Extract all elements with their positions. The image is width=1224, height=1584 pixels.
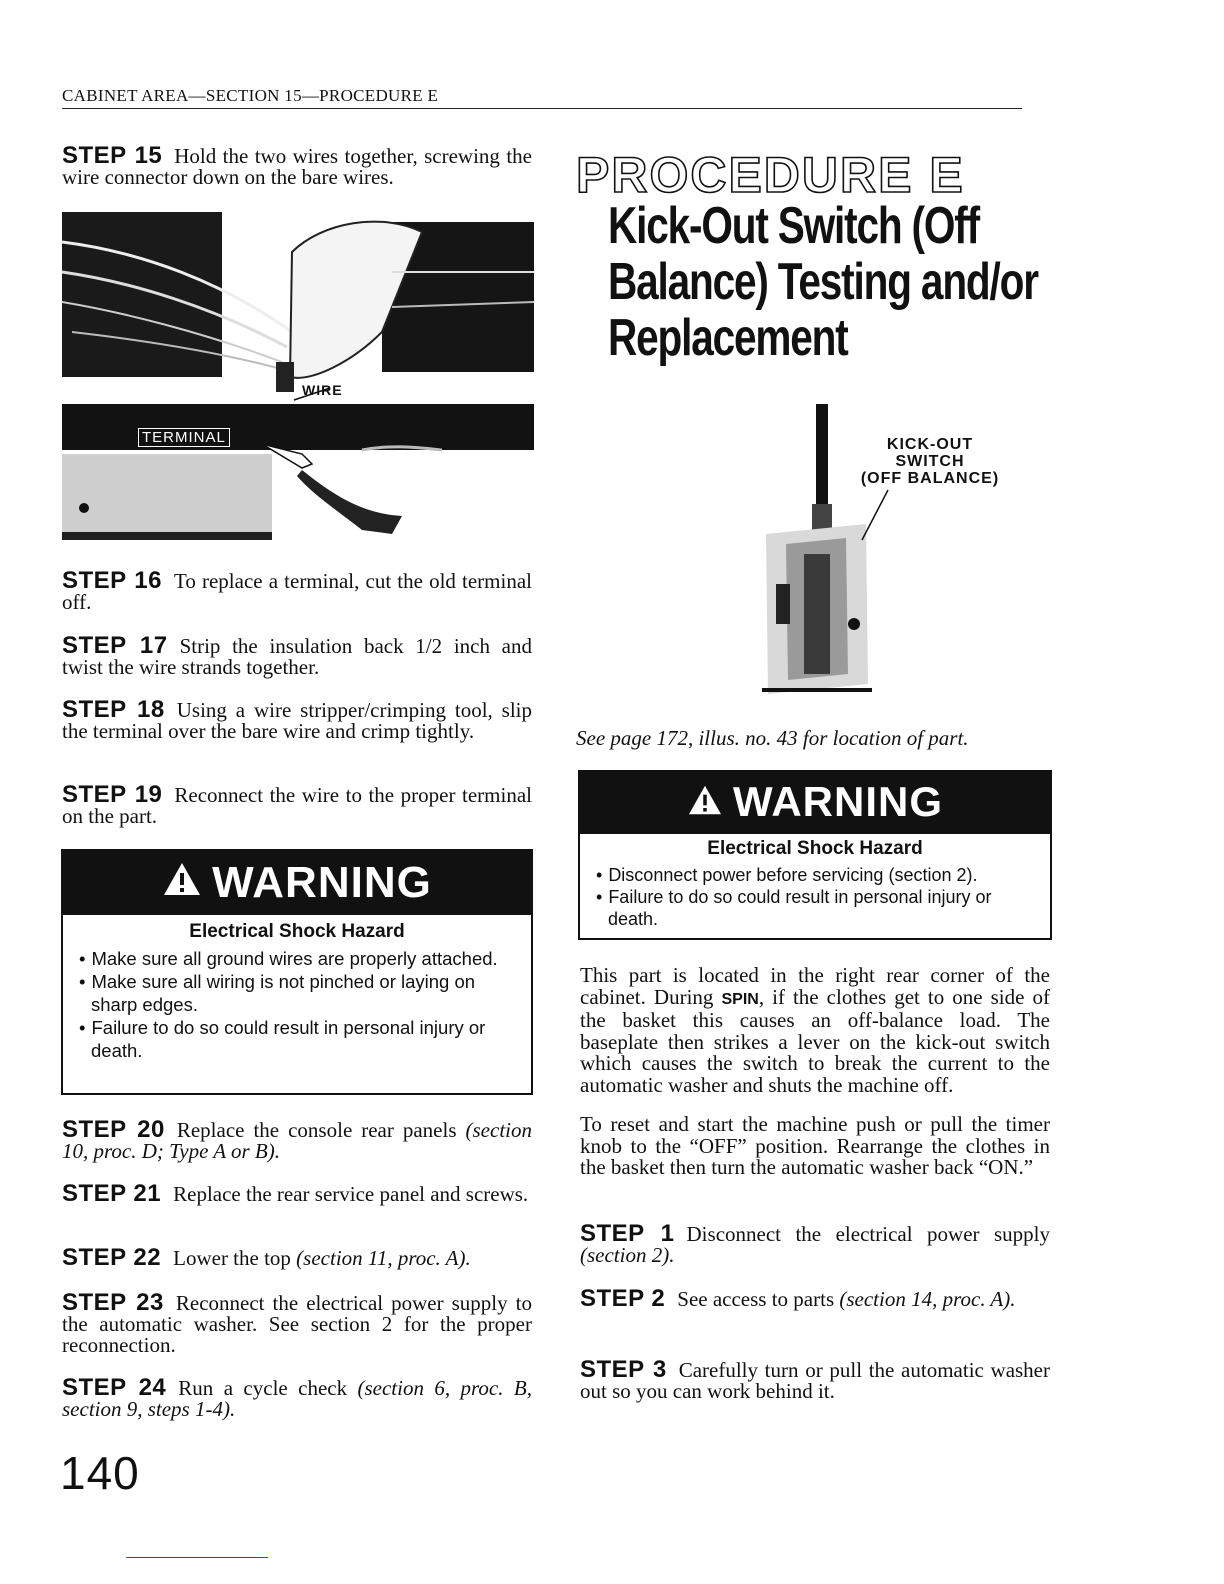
- running-header: [62, 86, 1022, 109]
- warning-subtitle-right: Electrical Shock Hazard: [707, 838, 923, 859]
- wire-label: WIRE: [302, 382, 343, 398]
- step-2-text: See access to parts: [677, 1287, 835, 1311]
- step-21-text: Replace the rear service panel and screws.: [173, 1182, 529, 1206]
- warning-triangle-icon: [162, 851, 202, 915]
- step-1-text: Disconnect the electrical power supply: [686, 1222, 1051, 1246]
- step-23: [62, 1289, 532, 1357]
- warning-title-left: WARNING: [212, 858, 432, 907]
- step-21-number: STEP 21: [62, 1180, 162, 1207]
- running-header-text: CABINET AREA—SECTION 15—PROCEDURE E: [62, 86, 439, 105]
- spin-keyword: SPIN: [721, 990, 759, 1008]
- step-3: [580, 1356, 1050, 1403]
- step-2-number: STEP 2: [580, 1285, 666, 1312]
- description-text-a: This part is located in the right rear corner of the cabinet. During: [580, 963, 1050, 1009]
- step-15-number: STEP 15: [62, 142, 163, 169]
- step-24-reference: (section 6, proc. B, section 9, steps 1-4).: [62, 1376, 532, 1421]
- warning-subtitle-left: Electrical Shock Hazard: [189, 921, 405, 942]
- step-22: [62, 1244, 532, 1271]
- terminal-label: TERMINAL: [138, 428, 230, 447]
- switch-label-line: SWITCH: [895, 453, 965, 470]
- step-20: [62, 1116, 532, 1163]
- step-22-text: Lower the top: [173, 1246, 291, 1270]
- step-24-number: STEP 24: [62, 1374, 167, 1401]
- step-23-number: STEP 23: [62, 1289, 164, 1316]
- step-18-number: STEP 18: [62, 696, 165, 723]
- footer-rule: [126, 1557, 268, 1558]
- step-22-number: STEP 22: [62, 1244, 162, 1271]
- step-2-reference: (section 14, proc. A).: [839, 1287, 1016, 1311]
- warning-item: • Make sure all wiring is not pinched or laying on sharp edges.: [77, 970, 517, 1016]
- step-15-text: Hold the two wires together, screwing the wire connector down on the bare wires.: [62, 144, 532, 189]
- terminal-photo: [62, 404, 534, 546]
- step-3-text: Carefully turn or pull the automatic washer out so you can work behind it.: [580, 1358, 1050, 1403]
- warning-header-right: [580, 772, 1050, 834]
- step-16: [62, 567, 532, 614]
- step-17-number: STEP 17: [62, 632, 168, 659]
- kick-out-switch-label: [850, 436, 1010, 487]
- step-20-text: Replace the console rear panels: [176, 1118, 457, 1142]
- step-16-text: To replace a terminal, cut the old terminal off.: [62, 569, 532, 614]
- warning-box-right: [578, 770, 1052, 940]
- procedure-label: PROCEDURE E: [576, 147, 965, 203]
- step-19-text: Reconnect the wire to the proper terminal on the part.: [62, 783, 532, 828]
- step-15: [62, 142, 532, 189]
- procedure-title: Kick-Out Switch (Off Balance) Testing and/or Replacement: [608, 197, 1038, 367]
- step-19-number: STEP 19: [62, 781, 163, 808]
- step-24-text: Run a cycle check: [178, 1376, 348, 1400]
- warning-header-left: [63, 851, 531, 915]
- warning-item: • Make sure all ground wires are properly attached.: [77, 947, 517, 970]
- warning-list-right: [580, 864, 1050, 930]
- step-22-reference: (section 11, proc. A).: [296, 1246, 471, 1270]
- step-21: [62, 1180, 532, 1207]
- description-text-b: , if the clothes get to one side of the basket this causes an off-balance load. The baseplate then strikes a lever on the kick-out switch which causes the switch to break the current to the automatic washer and shuts the machine off.: [580, 984, 1050, 1097]
- warning-item: • Failure to do so could result in personal injury or death.: [594, 886, 1036, 930]
- warning-title-right: WARNING: [733, 778, 943, 825]
- warning-list-left: [63, 947, 531, 1062]
- step-20-number: STEP 20: [62, 1116, 165, 1143]
- step-17: [62, 632, 532, 679]
- warning-item: • Disconnect power before servicing (section 2).: [594, 864, 1036, 886]
- wire-connector-photo: [62, 212, 534, 402]
- location-caption: See page 172, illus. no. 43 for location of part.: [576, 726, 969, 750]
- switch-label-line: (OFF BALANCE): [860, 470, 1000, 487]
- warning-triangle-icon: [687, 772, 723, 832]
- step-24: [62, 1374, 532, 1421]
- step-19: [62, 781, 532, 828]
- step-1: [580, 1220, 1051, 1267]
- page-number: 140: [60, 1447, 140, 1499]
- reset-paragraph: To reset and start the machine push or pull the timer knob to the “OFF” position. Rearrange the clothes in the basket then turn the automatic washer back “ON.”: [580, 1112, 1050, 1179]
- warning-item: • Failure to do so could result in personal injury or death.: [77, 1016, 517, 1062]
- step-23-text: Reconnect the electrical power supply to the automatic washer. See section 2 for the proper reconnection.: [62, 1291, 532, 1357]
- switch-label-line: KICK-OUT: [886, 436, 974, 453]
- step-2: [580, 1285, 1050, 1312]
- step-1-reference: (section 2).: [580, 1243, 675, 1267]
- step-18: [62, 696, 532, 743]
- step-16-number: STEP 16: [62, 567, 162, 594]
- step-1-number: STEP 1: [580, 1220, 675, 1247]
- step-3-number: STEP 3: [580, 1356, 667, 1383]
- switch-pointer-line: [856, 488, 892, 542]
- step-20-reference: (section 10, proc. D; Type A or B).: [62, 1118, 532, 1163]
- warning-box-left: [61, 849, 533, 1095]
- step-17-text: Strip the insulation back 1/2 inch and twist the wire strands together.: [62, 634, 532, 679]
- description-paragraph: [580, 965, 1050, 1096]
- step-18-text: Using a wire stripper/crimping tool, slip the terminal over the bare wire and crimp tightly.: [62, 698, 532, 743]
